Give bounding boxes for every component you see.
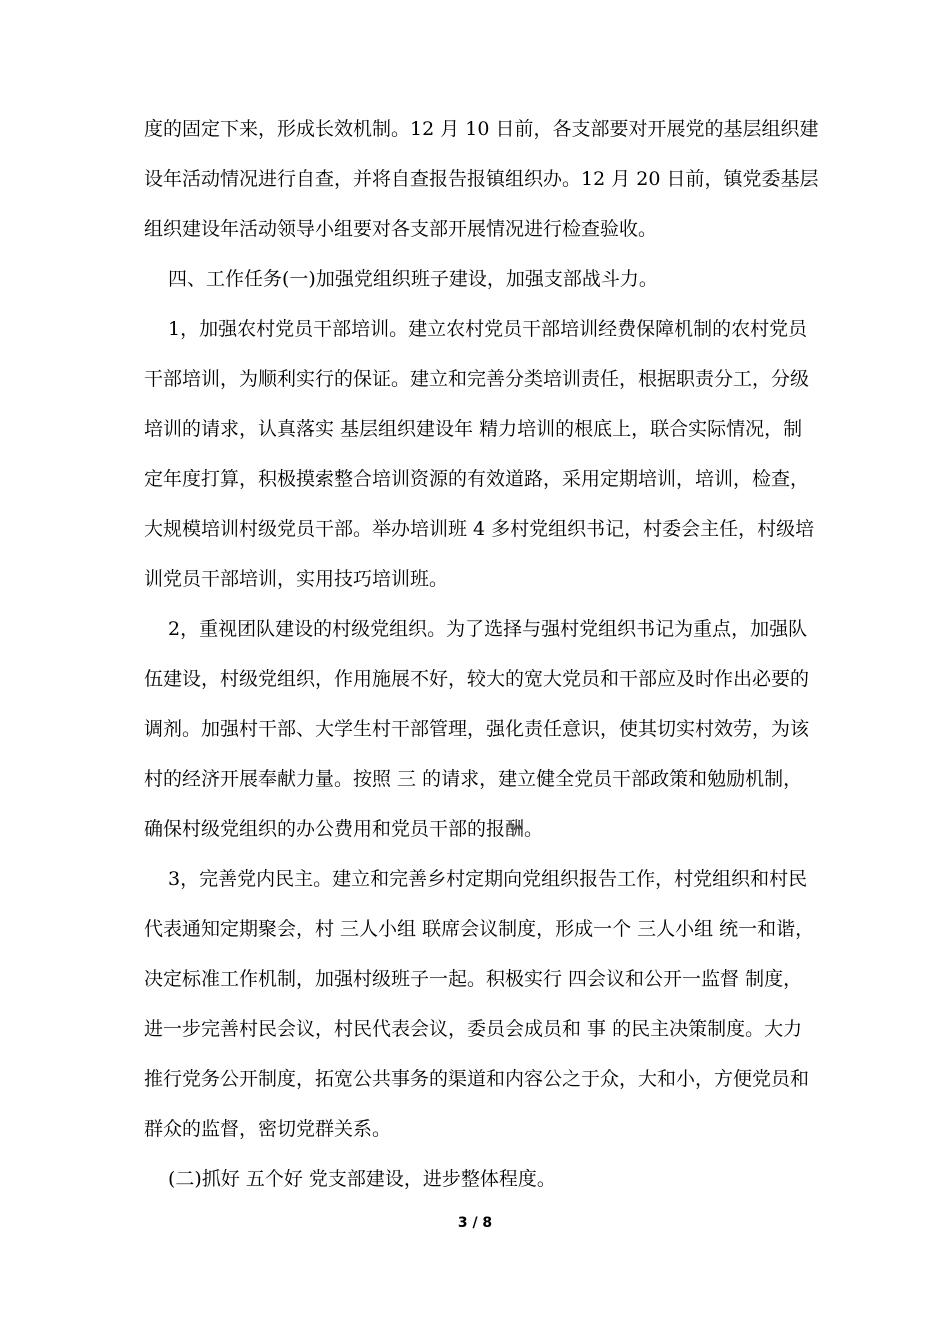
- text-line: 伍建设，村级党组织，作用施展不好，较大的宽大党员和干部应及时作出必要的: [144, 668, 810, 690]
- text-line: 度的固定下来，形成长效机制。12 月 10 日前，各支部要对开展党的基层组织建: [144, 118, 819, 140]
- text-line: 村的经济开展奉献力量。按照 三 的请求，建立健全党员干部政策和勉励机制，: [144, 768, 803, 790]
- text-line: 干部培训，为顺利实行的保证。建立和完善分类培训责任，根据职责分工，分级: [144, 368, 810, 390]
- text-line: 确保村级党组织的办公费用和党员干部的报酬。: [144, 818, 544, 840]
- text-line: 组织建设年活动领导小组要对各支部开展情况进行检查验收。: [144, 218, 658, 240]
- section-heading: 四、工作任务(一)加强党组织班子建设，加强支部战斗力。: [168, 268, 658, 290]
- text-line: 大规模培训村级党员干部。举办培训班 4 多村党组织书记，村委会主任，村级培: [144, 518, 815, 540]
- document-body: [144, 104, 819, 1204]
- text-line: 3，完善党内民主。建立和完善乡村定期向党组织报告工作，村党组织和村民: [168, 868, 808, 890]
- text-line: 推行党务公开制度，拓宽公共事务的渠道和内容公之于众，大和小，方便党员和: [144, 1068, 810, 1090]
- text-line: 1，加强农村党员干部培训。建立农村党员干部培训经费保障机制的农村党员: [168, 318, 808, 340]
- text-line: 调剂。加强村干部、大学生村干部管理，强化责任意识，使其切实村效劳，为该: [144, 718, 810, 740]
- text-line: 定年度打算，积极摸索整合培训资源的有效道路，采用定期培训，培训，检查，: [144, 468, 810, 490]
- text-line: 设年活动情况进行自查，并将自查报告报镇组织办。12 月 20 日前，镇党委基层: [144, 168, 819, 190]
- text-line: 进一步完善村民会议，村民代表会议，委员会成员和 事 的民主决策制度。大力: [144, 1018, 803, 1040]
- text-line: 训党员干部培训，实用技巧培训班。: [144, 568, 449, 590]
- page-number: 3 / 8: [457, 1215, 493, 1231]
- text-line: 代表通知定期聚会，村 三人小组 联席会议制度，形成一个 三人小组 统一和谐，: [144, 918, 815, 940]
- text-line: 培训的请求，认真落实 基层组织建设年 精力培训的根底上，联合实际情况，制: [144, 418, 803, 440]
- text-line: 2，重视团队建设的村级党组织。为了选择与强村党组织书记为重点，加强队: [168, 618, 808, 640]
- text-line: 群众的监督，密切党群关系。: [144, 1118, 392, 1140]
- section-heading: (二)抓好 五个好 党支部建设，进步整体程度。: [168, 1168, 556, 1190]
- text-line: 决定标准工作机制，加强村级班子一起。积极实行 四会议和公开一监督 制度，: [144, 968, 803, 990]
